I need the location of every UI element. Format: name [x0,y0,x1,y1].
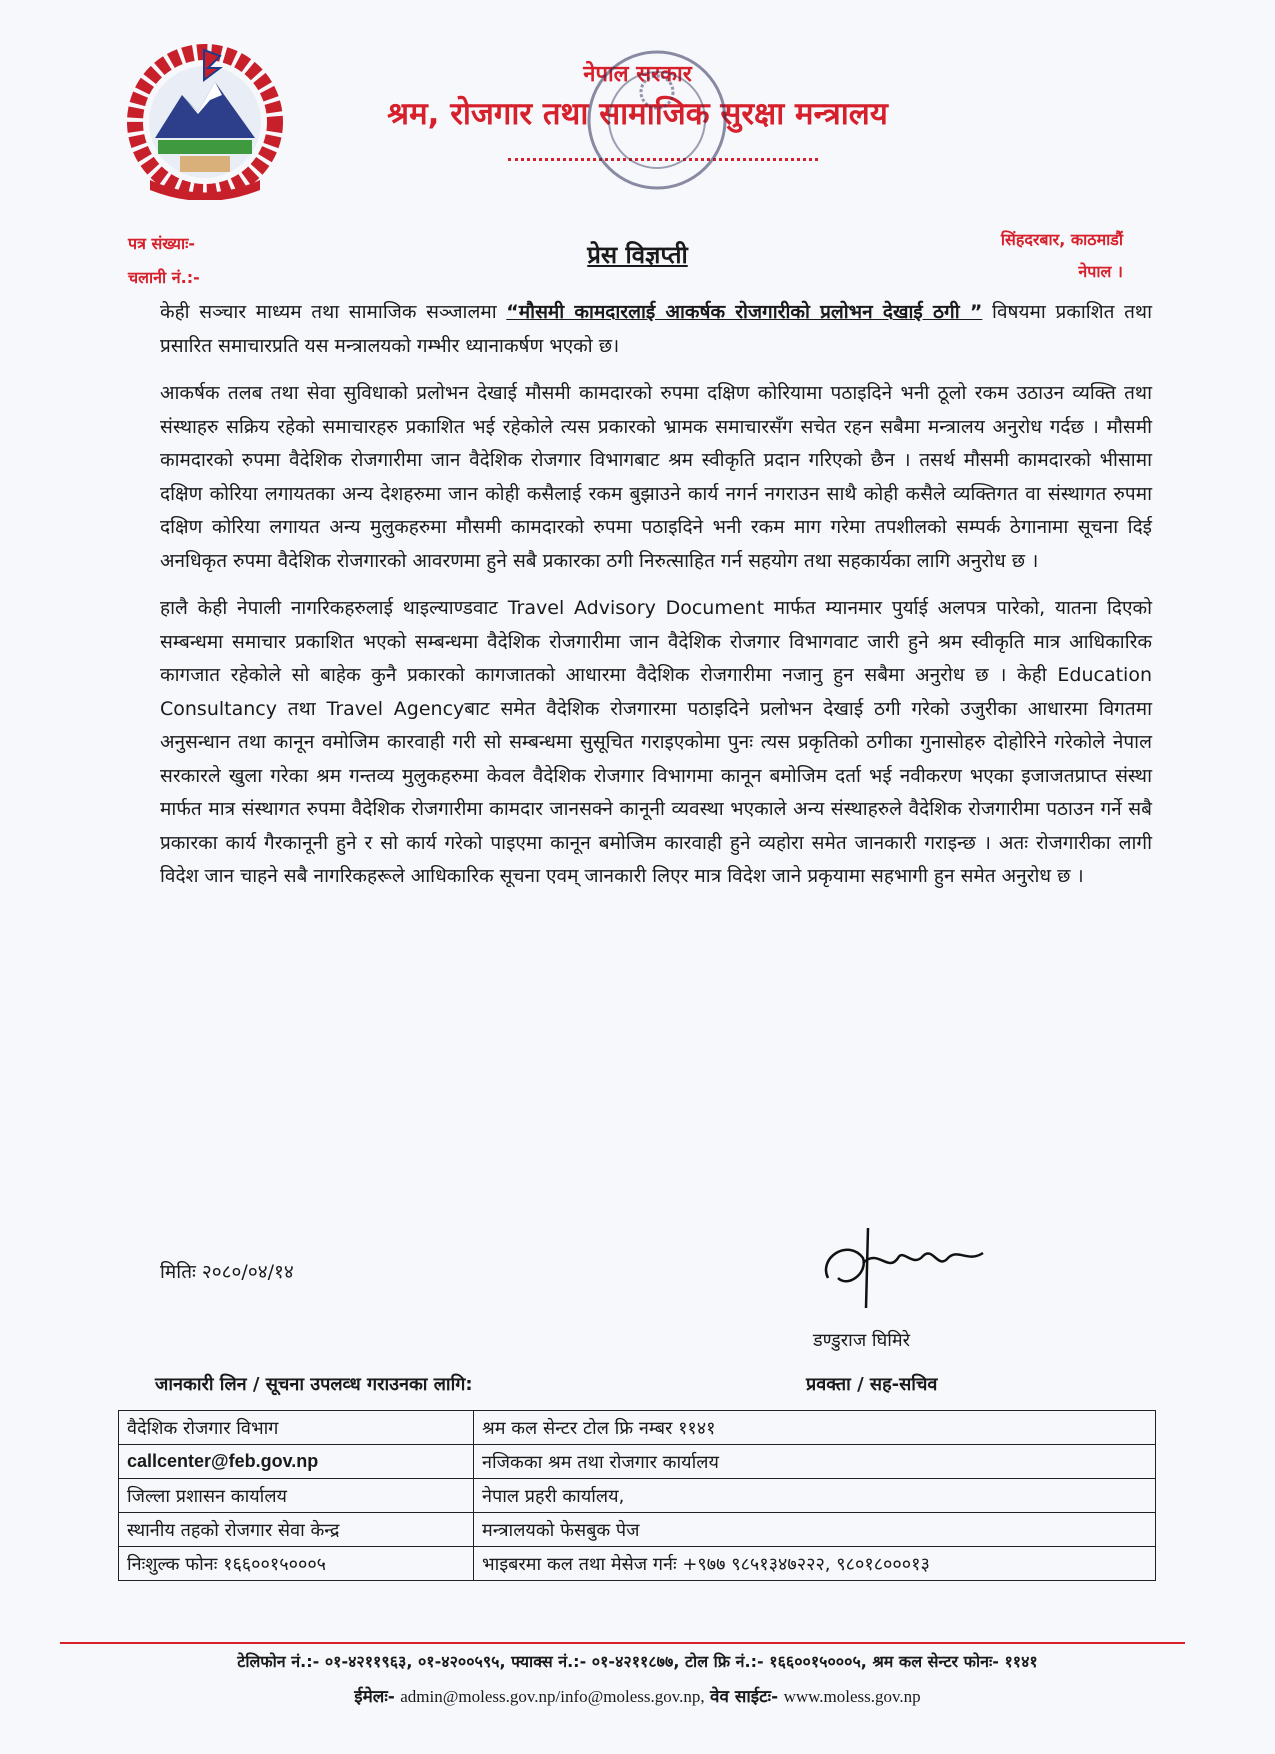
table-row [119,1411,1156,1445]
press-release-body [160,296,1152,908]
reference-number-label: पत्र संख्याः- [128,234,195,253]
table-row [119,1547,1156,1581]
table-cell: नजिकका श्रम तथा रोजगार कार्यालय [474,1445,1156,1479]
website-label: वेव साईटः- [710,1687,779,1707]
email-label: ईमेलः- [354,1687,395,1707]
ministry-seal-stamp [572,40,742,200]
tollfree-label: टोल फ्रि नं.:- [684,1652,764,1671]
ministry-title: श्रम, रोजगार तथा सामाजिक सुरक्षा मन्त्रालय [387,96,888,132]
footer-phone-line [0,1650,1275,1672]
contact-heading: जानकारी लिन / सूचना उपलव्ध गराउनका लागि: [155,1374,473,1395]
headline-quote: “मौसमी कामदारलाई आकर्षक रोजगारीको प्रलोभन देखाई ठगी ” [506,301,983,323]
table-cell: मन्त्रालयको फेसबुक पेज [474,1513,1156,1547]
press-release-title: प्रेस विज्ञप्ती [587,241,688,269]
tollfree-value: १६६००१५०००५, [769,1652,867,1671]
paragraph-3: हालै केही नेपाली नागरिकहरुलाई थाइल्याण्डवाट Travel Advisory Document मार्फत म्यानमार पुर्याई अलपत्र पारेको, यातना दिएको सम्बन्धमा समाचार प्रकाशित भएको सम्बन्धमा वैदेशिक रोजगारीमा जान वैदेशिक रोजगार विभागवाट जारी हुने श्रम स्वीकृति मात्र आधिकारिक कागजात रहेकोले सो बाहेक कुनै प्रकारको कागजातको आधारमा वैदेशिक रोजगारीमा नजानु हुन सबैमा अनुरोध छ । केही Education Consultancy तथा Travel Agencyबाट समेत वैदेशिक रोजगारमा पठाइदिने प्रलोभन देखाई ठगी गरेको उजुरीका आधारमा विगतमा अनुसन्धान तथा कानून वमोजिम कारवाही गरी सो सम्बन्धमा सुसूचित गराइएकोमा पुनः त्यस प्रकृतिको ठगीका गुनासोहरु दोहोरिने गरेकोले नेपाल सरकारले खुला गरेका श्रम गन्तव्य मुलुकहरुमा केवल वैदेशिक रोजगार विभागमा कानून बमोजिम दर्ता भई नवीकरण भएका इजाजतप्राप्त संस्था मार्फत मात्र संस्थागत रुपमा वैदेशिक रोजगारीमा कामदार जानसक्ने कानूनी व्यवस्था भएकाले अन्य संस्थाहरुले वैदेशिक रोजगारीमा पठाउन गर्ने सबै प्रकारका कार्य गैरकानूनी हुने र सो कार्य गरेको पाइएमा कानून बमोजिम कारवाही हुने व्यहोरा समेत जानकारी गराइन्छ । अतः रोजगारीका लागी विदेश जान चाहने सबै नागरिकहरूले आधिकारिक सूचना एवम् जानकारी लिएर मात्र विदेश जाने प्रकृयामा सहभागी हुन समेत अनुरोध छ । [160,597,1152,887]
contact-table [118,1410,1156,1581]
email-link[interactable]: admin@moless.gov.np/info@moless.gov.np, [400,1687,705,1706]
fax-label: फ्याक्स नं.:- [511,1652,587,1671]
phone-label: टेलिफोन नं.:- [237,1652,320,1671]
table-cell: नेपाल प्रहरी कार्यालय, [474,1479,1156,1513]
footer-email-line [0,1684,1275,1707]
table-cell: भाइबरमा कल तथा मेसेज गर्नः +९७७ ९८५१३४७२२२, ९८०१८०००१३ [474,1547,1156,1581]
callcenter-email-link[interactable]: callcenter@feb.gov.np [119,1445,474,1479]
signatory-name: डण्डुराज घिमिरे [813,1330,910,1351]
table-row [119,1513,1156,1547]
handwritten-signature [808,1218,1008,1318]
website-link[interactable]: www.moless.gov.np [783,1687,921,1706]
table-cell: श्रम कल सेन्टर टोल फ्रि नम्बर ११४१ [474,1411,1156,1445]
callcenter-value: ११४१ [1004,1652,1038,1671]
paragraph-2: आकर्षक तलब तथा सेवा सुविधाको प्रलोभन देखाई मौसमी कामदारको रुपमा दक्षिण कोरियामा पठाइदिने भनी ठूलो रकम उठाउन व्यक्ति तथा संस्थाहरु सक्रिय रहेको समाचारहरु प्रकाशित भई रहेकोले त्यस प्रकारको भ्रामक समाचारसँग सचेत रहन सबैमा मन्त्रालय अनुरोध गर्दछ । मौसमी कामदारको रुपमा वैदेशिक रोजगारीमा जान वैदेशिक रोजगार विभागबाट श्रम स्वीकृति प्रदान गरिएको छैन । तसर्थ मौसमी कामदारको भीसामा दक्षिण कोरिया लगायतका अन्य देशहरुमा जान कोही कसैलाई रकम बुझाउने कार्य नगर्न नगराउन साथै कोही कसैले व्यक्तिगत वा संस्थागत रुपमा दक्षिण कोरिया लगायत अन्य मुलुकहरुमा मौसमी कामदारको रुपमा पठाइदिने भनी रकम माग गरेमा तपशीलको सम्पर्क ठेगानामा सूचना दिई अनधिकृत रुपमा वैदेशिक रोजगारको आवरणमा हुने सबै प्रकारका ठगी निरुत्साहित गर्न सहयोग तथा सहकार्यका लागि अनुरोध छ । [160,382,1152,572]
address-line-2: नेपाल । [1078,262,1123,281]
table-row [119,1479,1156,1513]
signatory-title: प्रवक्ता / सह-सचिव [806,1374,938,1395]
fax-value: ०१-४२११८७७, [591,1652,680,1671]
address-line-1: सिंहदरबार, काठमाडौं [1000,230,1123,249]
table-cell: स्थानीय तहको रोजगार सेवा केन्द्र [119,1513,474,1547]
callcenter-label: श्रम कल सेन्टर फोनः- [872,1652,999,1671]
government-title: नेपाल सरकार [583,62,692,87]
table-row [119,1445,1156,1479]
paragraph-1-end: विषयमा प्रकाशित तथा प्रसारित समाचारप्रति यस मन्त्रालयको गम्भीर ध्यानाकर्षण भएको छ। [160,301,1152,357]
table-cell: जिल्ला प्रशासन कार्यालय [119,1479,474,1513]
paragraph-1 [160,296,1152,363]
table-cell: वैदेशिक रोजगार विभाग [119,1411,474,1445]
issue-date: मितिः २०८०/०४/१४ [160,1261,294,1283]
dispatch-number-label: चलानी नं.:- [128,268,200,287]
phone-value: ०१-४२११९६३, ०१-४२००५९५, [324,1652,506,1671]
table-cell: निःशुल्क फोनः १६६००१५०००५ [119,1547,474,1581]
paragraph-1-start: केही सञ्चार माध्यम तथा सामाजिक सञ्जालमा [160,301,507,323]
footer-divider [60,1642,1185,1644]
